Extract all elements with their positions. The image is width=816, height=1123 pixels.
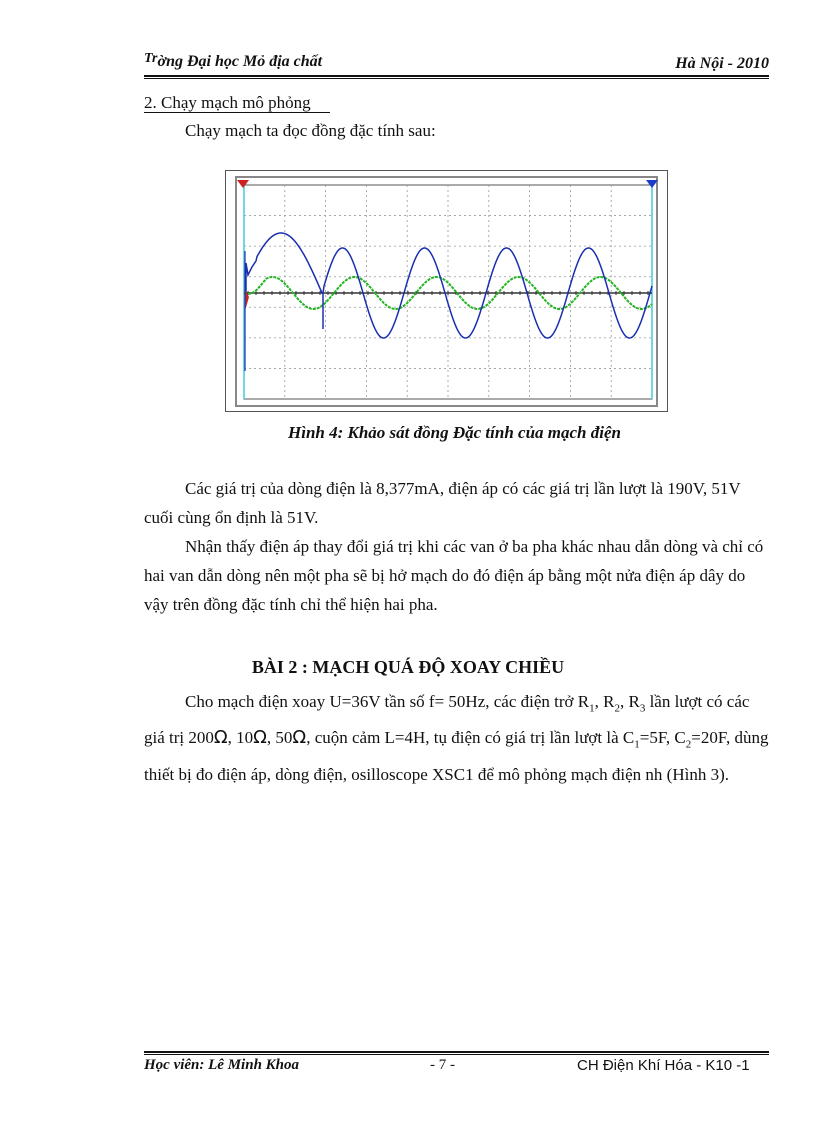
footer-rule-thin [144,1054,769,1055]
page-header [144,53,769,75]
exercise-description: Cho mạch điện xoay U=36V tần số f= 50Hz, các điện trở $R_1$, $R_2$, $R_3$ lần lượt có các giá trị 200Ω, 10Ω, 50Ω, cuộn cảm L=4H, tụ điện có giá trị lần lượt là $C_1=5F$, $C_2=20F$, dùng thiết bị đo điện áp, dòng điện, osilloscope XSC1 để mô phỏng mạch điện nh (Hình 3). [144,692,769,784]
header-rule-thin [144,78,769,79]
section-heading: 2. Chạy mạch mô phỏng [144,93,311,112]
oscilloscope-figure [225,170,668,412]
footer-course: CH Điện Khí Hóa - K10 -1 [577,1057,750,1074]
header-school-prefix: Tr [144,51,158,66]
figure-caption: Hình 4: Khảo sát đồng Đặc tính của mạch điện [288,423,621,442]
ohm-symbol: Ω [253,727,267,749]
section-heading-underline [144,112,330,113]
exercise-title: BÀI 2 : MẠCH QUÁ ĐỘ XOAY CHIỀU [251,657,565,677]
paragraph-values: Các giá trị của dòng điện là 8,377mA, điện áp có các giá trị lần lượt là 190V, 51V cuối cùng ổn định là 51V. [144,479,741,527]
footer-author: Học viên: Lê Minh Khoa [144,1057,300,1073]
footer-rule [144,1051,769,1053]
header-school [144,53,322,71]
ohm-symbol: Ω [213,727,228,749]
section-intro: Chạy mạch ta đọc đồng đặc tính sau: [185,121,436,140]
header-place-year: Hà Nội - 2010 [675,55,769,72]
header-rule [144,75,769,77]
oscilloscope-screen [226,171,667,411]
page-number: - 7 - [430,1057,455,1073]
paragraph-observation: Nhận thấy điện áp thay đổi giá trị khi các van ở ba pha khác nhau dẫn dòng và chỉ có hai van dẫn dòng nên một pha sẽ bị hở mạch do đó điện áp bằng một nửa điện áp dây do vậy trên đồng đặc tính chỉ thể hiện hai pha. [144,537,764,614]
header-school-name: ờng Đại học Mỏ địa chất [157,53,323,70]
ohm-symbol: Ω [292,727,307,749]
